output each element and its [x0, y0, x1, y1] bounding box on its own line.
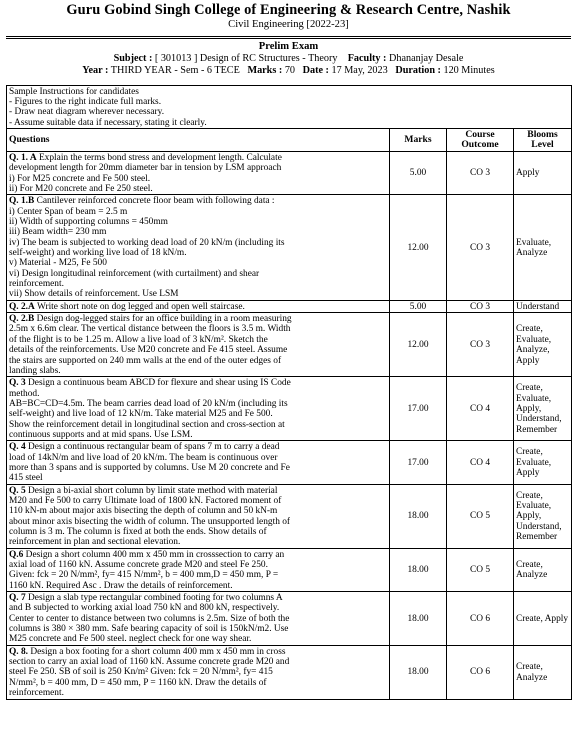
question-marks: 5.00 [390, 300, 447, 312]
question-line: Design a box footing for a short column 400 mm x 450 mm in cross [30, 646, 286, 657]
marks-label: Marks : [247, 64, 283, 76]
question-line: iv) The beam is subjected to working dead load of 20 kN/m (including its [9, 237, 285, 248]
question-line: Design a continuous beam ABCD for flexure and shear using IS Code [28, 378, 291, 389]
question-line: vii) Show details of reinforcement. Use LSM [9, 289, 179, 300]
question-marks: 5.00 [390, 151, 447, 194]
table-row [7, 484, 572, 548]
marks-value: 70 [284, 64, 295, 76]
question-course-outcome: CO 6 [447, 592, 514, 646]
question-line: 2.5m x 6.6m clear. The vertical distance between the floors is 3.5 m. Width [9, 324, 291, 335]
question-first-line [9, 196, 387, 206]
table-row [7, 645, 572, 699]
instructions-cell [7, 85, 572, 128]
column-header-questions: Questions [7, 128, 390, 151]
question-line: Design dog-legged stairs for an office building in a room measuring [36, 314, 292, 325]
header-spacer [6, 77, 571, 85]
question-line: M20 and Fe 500 to carry Ultimate load of 1800 kN. Factored moment of [9, 495, 282, 506]
question-label: Q. 8. [9, 646, 29, 657]
question-line: more than 3 spans and is supported by columns. Use M 20 concrete and Fe [9, 462, 290, 473]
question-marks: 18.00 [390, 592, 447, 646]
question-line: reinforcement. [9, 279, 64, 290]
question-text-cell [7, 151, 390, 194]
question-line: method. [9, 388, 40, 399]
question-first-line [9, 647, 387, 657]
question-course-outcome: CO 3 [447, 313, 514, 377]
question-line: column is 3 m. The column is fixed at both the ends. Show details of [9, 527, 267, 537]
question-first-line [9, 378, 387, 388]
question-text-cell [7, 300, 390, 312]
question-label: Q. 5 [9, 485, 26, 496]
question-text-cell [7, 377, 390, 441]
meta-line [6, 65, 571, 77]
question-line: iii) Beam width= 230 mm [9, 227, 107, 238]
question-label: Q. 1. A [9, 152, 37, 163]
question-blooms-level: Create, Evaluate, Apply, Understand, Remember [514, 377, 572, 441]
question-line: Given: fck = 20 N/mm², fy= 415 N/mm², b = 400 mm,D = 450 mm, P = [9, 570, 279, 581]
instructions-row [7, 85, 572, 128]
question-blooms-level: Create, Evaluate, Apply [514, 441, 572, 484]
question-first-line [9, 550, 387, 560]
question-line: M25 concrete and Fe 500 steel. neglect check for one way shear. [9, 634, 252, 645]
duration-label: Duration : [395, 64, 441, 76]
question-line: i) For M25 concrete and Fe 500 steel. [9, 173, 151, 184]
question-line: ii) For M20 concrete and Fe 250 steel. [9, 184, 153, 194]
question-line: 110 kN-m about major axis bisecting the depth of column and 50 kN-m [9, 506, 278, 517]
question-line: axial load of 1160 kN. Assume concrete grade M20 and steel Fe 250. [9, 560, 268, 571]
department-name: Civil Engineering [2022-23] [228, 19, 349, 31]
question-marks: 17.00 [390, 377, 447, 441]
question-blooms-level: Understand [514, 300, 572, 312]
table-header-row [7, 128, 572, 151]
question-line: AB=BC=CD=4.5m. The beam carries dead load of 20 kN/m (including its [9, 398, 288, 409]
table-row [7, 300, 572, 312]
questions-table-body [7, 85, 572, 699]
question-blooms-level: Create, Apply [514, 592, 572, 646]
question-line: 415 steel [9, 473, 43, 484]
subject-value: [ 301013 ] Design of RC Structures - Theory [154, 53, 338, 65]
question-line: columns is 380 × 380 mm. Safe bearing capacity of soil is 150kN/m2. Use [9, 624, 289, 635]
questions-table [6, 85, 572, 700]
question-text-cell [7, 441, 390, 484]
college-name: Guru Gobind Singh College of Engineering & Research Centre, Nashik [66, 2, 511, 18]
question-line: and B subjected to working axial load 750 kN and 800 kN, respectively. [9, 603, 280, 614]
date-label: Date : [302, 64, 329, 76]
question-label: Q. 2.B [9, 314, 35, 325]
year-label: Year : [82, 64, 109, 76]
instruction-item: - Draw neat diagram wherever necessary. [9, 107, 165, 118]
question-course-outcome: CO 4 [447, 441, 514, 484]
instruction-item: - Figures to the right indicate full marks. [9, 96, 162, 107]
paper-header [6, 3, 571, 77]
question-marks: 12.00 [390, 195, 447, 300]
question-line: N/mm², b = 400 mm, D = 450 mm, P = 1160 kN. Draw the details of [9, 677, 267, 688]
subject-label: Subject : [113, 53, 153, 65]
question-line: Explain the terms bond stress and development length. Calculate [38, 152, 282, 163]
question-label: Q. 3 [9, 378, 26, 389]
question-marks: 12.00 [390, 313, 447, 377]
question-first-line [9, 153, 387, 163]
question-label: Q. 1.B [9, 196, 35, 207]
faculty-label: Faculty : [347, 53, 387, 65]
question-line: Design a bi-axial short column by limit state method with material [28, 485, 278, 496]
question-line: development length for 20mm diameter bar in tension by LSM approach [9, 163, 282, 174]
question-line: landing slabs. [9, 365, 61, 376]
question-line: i) Center Span of beam = 2.5 m [9, 206, 128, 217]
question-line: details of the reinforcements. Use M20 concrete and Fe 415 steel. Assume [9, 345, 288, 356]
table-row [7, 313, 572, 377]
question-blooms-level: Evaluate, Analyze [514, 195, 572, 300]
question-line: section to carry an axial load of 1160 kN. Assume concrete grade M20 and [9, 657, 290, 668]
exam-title: Prelim Exam [258, 41, 319, 53]
question-line: self-weight) and working live load of 18 kN/m. [9, 248, 187, 259]
instructions-title: Sample Instructions for candidates [9, 86, 139, 97]
question-course-outcome: CO 3 [447, 195, 514, 300]
date-value: 17 May, 2023 [331, 64, 388, 76]
question-line: self-weight) and live load of 12 kN/m. Take material M25 and Fe 500. [9, 409, 273, 420]
question-course-outcome: CO 3 [447, 151, 514, 194]
question-text-cell [7, 645, 390, 699]
question-first-line [9, 486, 387, 496]
question-line: Write short note on dog legged and open well staircase. [36, 301, 245, 312]
question-line: reinforcement. [9, 688, 64, 699]
question-line: v) Material - M25, Fe 500 [9, 258, 107, 269]
question-line: Design a short column 400 mm x 450 mm in crosssection to carry an [25, 549, 285, 560]
question-marks: 17.00 [390, 441, 447, 484]
question-label: Q. 4 [9, 442, 26, 453]
question-marks: 18.00 [390, 645, 447, 699]
table-row [7, 195, 572, 300]
question-course-outcome: CO 5 [447, 484, 514, 548]
question-blooms-level: Create, Evaluate, Analyze, Apply [514, 313, 572, 377]
table-row [7, 377, 572, 441]
question-course-outcome: CO 4 [447, 377, 514, 441]
question-text-cell [7, 592, 390, 646]
question-line: 1160 kN. Required Asc . Draw the details of reinforcement. [9, 580, 233, 591]
subject-line [6, 53, 571, 65]
faculty-value: Dhananjay Desale [389, 53, 464, 65]
question-course-outcome: CO 6 [447, 645, 514, 699]
question-label: Q. 2.A [9, 301, 35, 312]
question-first-line [9, 302, 387, 312]
question-label: Q.6 [9, 549, 24, 560]
question-text-cell [7, 548, 390, 591]
question-blooms-level: Create, Analyze [514, 548, 572, 591]
question-line: Design a continuous rectangular beam of spans 7 m to carry a dead [28, 442, 280, 453]
column-header-marks: Marks [390, 128, 447, 151]
question-line: reinforcement in plan and sectional elevation. [9, 537, 181, 548]
question-blooms-level: Create, Analyze [514, 645, 572, 699]
question-label: Q. 7 [9, 593, 26, 604]
question-line: vi) Design longitudinal reinforcement (with curtailment) and shear [9, 268, 260, 279]
column-header-course-outcome: Course Outcome [447, 128, 514, 151]
table-row [7, 441, 572, 484]
question-line: load of 14kN/m and live load of 20 kN/m. The beam is continuous over [9, 452, 278, 463]
question-first-line [9, 593, 387, 603]
question-line: Cantilever reinforced concrete floor beam with following data : [36, 196, 275, 207]
question-line: ii) Width of supporting columns = 450mm [9, 217, 168, 228]
question-line: Show the reinforcement detail in longitudinal section and cross-section at [9, 419, 285, 430]
question-marks: 18.00 [390, 484, 447, 548]
question-line: Design a slab type rectangular combined footing for two columns A [28, 593, 283, 604]
header-divider-thin [6, 38, 571, 39]
question-line: Center to center to distance between two columns is 2.5m. Size of both the [9, 613, 290, 624]
question-course-outcome: CO 3 [447, 300, 514, 312]
question-text-cell [7, 484, 390, 548]
question-first-line [9, 314, 387, 324]
instruction-item: - Assume suitable data if necessary, stating it clearly. [9, 117, 207, 128]
question-line: of the flight is to be 1.25 m. Allow a live load of 3 kN/m². Sketch the [9, 334, 268, 345]
question-first-line [9, 442, 387, 452]
table-row [7, 151, 572, 194]
duration-value: 120 Minutes [443, 64, 495, 76]
header-divider [6, 36, 571, 37]
column-header-blooms-level: Blooms Level [514, 128, 572, 151]
question-blooms-level: Create, Evaluate, Apply, Understand, Remember [514, 484, 572, 548]
question-blooms-level: Apply [514, 151, 572, 194]
question-course-outcome: CO 5 [447, 548, 514, 591]
question-text-cell [7, 313, 390, 377]
question-line: about minor axis bisecting the width of column. The unsupported length of [9, 516, 291, 527]
question-text-cell [7, 195, 390, 300]
table-row [7, 548, 572, 591]
question-line: steel Fe 250. SB of soil is 250 Kn/m² Given: fck = 20 N/mm², fy= 415 [9, 667, 273, 678]
question-line: continuous supports and at mid spans. Use LSM. [9, 429, 193, 440]
question-line: the stairs are supported on 240 mm walls at the end of the outer edges of [9, 355, 282, 366]
table-row [7, 592, 572, 646]
year-value: THIRD YEAR - Sem - 6 TECE [110, 64, 240, 76]
question-marks: 18.00 [390, 548, 447, 591]
